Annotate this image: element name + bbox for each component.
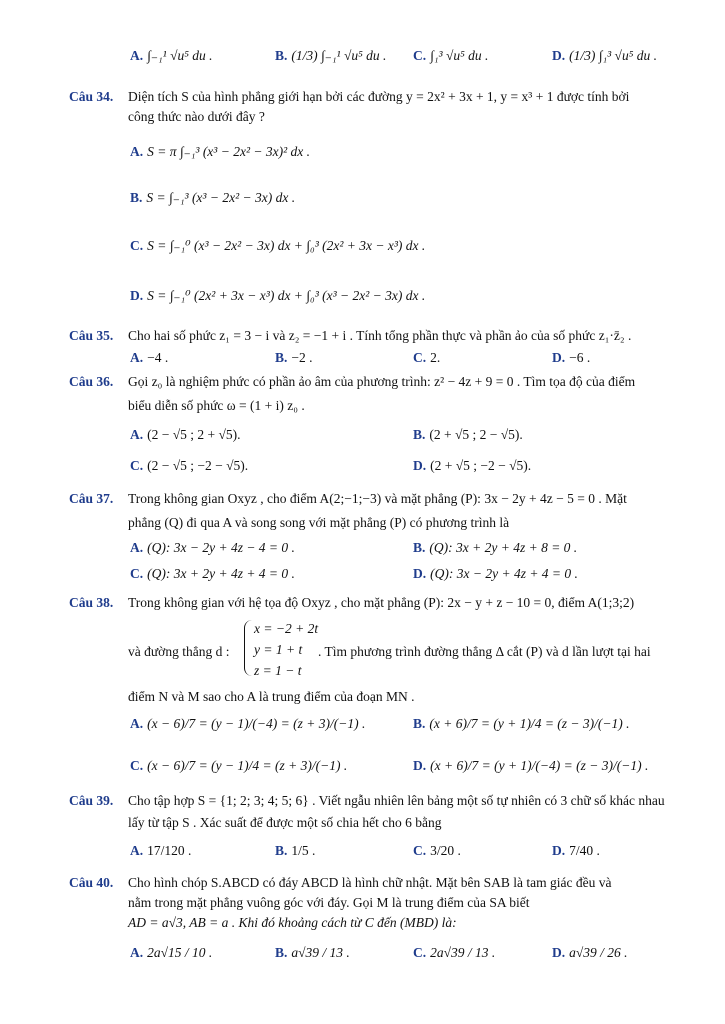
option-c: C. 2a√39 / 13 . (413, 945, 496, 960)
question-stem: AD = a√3, AB = a . Khi đó khoảng cách từ C đến (MBD) là: (128, 915, 457, 930)
param-z: z = 1 − t (254, 663, 302, 678)
prev-option-d: D. (1/3) ∫₁³ √u⁵ du . (552, 48, 658, 63)
question-stem: công thức nào dưới đây ? (128, 109, 265, 124)
option-b: B. a√39 / 13 . (275, 945, 350, 960)
question-stem: lấy từ tập S . Xác suất để được một số chia hết cho 6 bằng (128, 815, 442, 830)
question-stem: điểm N và M sao cho A là trung điểm của đoạn MN . (128, 689, 415, 704)
option-c: C. S = ∫₋₁⁰ (x³ − 2x² − 3x) dx + ∫₀³ (2x² + 3x − x³) dx . (130, 238, 426, 253)
option-d: D. a√39 / 26 . (552, 945, 628, 960)
option-a: A. (Q): 3x − 2y + 4z − 4 = 0 . (130, 540, 295, 555)
option-a: A. (2 − √5 ; 2 + √5). (130, 427, 241, 442)
option-c: C. (Q): 3x + 2y + 4z + 4 = 0 . (130, 566, 295, 581)
question-number: Câu 34. (69, 89, 114, 104)
question-stem: Gọi z₀ là nghiệm phức có phần ảo âm của phương trình: z² − 4z + 9 = 0 . Tìm tọa độ của điểm (128, 374, 636, 389)
option-a: A. (x − 6)/7 = (y − 1)/(−4) = (z + 3)/(−1) . (130, 716, 366, 731)
question-stem: . Tìm phương trình đường thẳng Δ cắt (P) và d lần lượt tại hai (318, 644, 651, 659)
question-stem: Cho hai số phức z₁ = 3 − i và z₂ = −1 + i . Tính tổng phần thực và phần ảo của số phức z₁·z̄₂ . (128, 328, 632, 343)
question-number: Câu 39. (69, 793, 114, 808)
option-d: D. S = ∫₋₁⁰ (2x² + 3x − x³) dx + ∫₀³ (x³ − 2x² − 3x) dx . (130, 288, 426, 303)
option-b: B. S = ∫₋₁³ (x³ − 2x² − 3x) dx . (130, 190, 296, 205)
question-stem: Trong không gian Oxyz , cho điểm A(2;−1;−3) và mặt phẳng (P): 3x − 2y + 4z − 5 = 0 . Mặt (128, 491, 627, 506)
option-a: A. −4 . (130, 350, 169, 365)
question-stem: Trong không gian với hệ tọa độ Oxyz , cho mặt phẳng (P): 2x − y + z − 10 = 0, điểm A(1;3;2) (128, 595, 635, 610)
question-stem: phẳng (Q) đi qua A và song song với mặt phẳng (P) có phương trình là (128, 515, 510, 530)
question-stem: Cho hình chóp S.ABCD có đáy ABCD là hình chữ nhật. Mặt bên SAB là tam giác đều và (128, 875, 612, 890)
param-x: x = −2 + 2t (254, 621, 319, 636)
question-stem: Cho tập hợp S = {1; 2; 3; 4; 5; 6} . Viết ngẫu nhiên lên bảng một số tự nhiên có 3 chữ số khác nhau (128, 793, 665, 808)
question-number: Câu 35. (69, 328, 114, 343)
option-b: B. (2 + √5 ; 2 − √5). (413, 427, 523, 442)
param-y: y = 1 + t (254, 642, 303, 657)
option-b: B. −2 . (275, 350, 313, 365)
option-d: D. (2 + √5 ; −2 − √5). (413, 458, 532, 473)
question-number: Câu 38. (69, 595, 114, 610)
option-c: C. 2. (413, 350, 441, 365)
prev-option-c: C. ∫₁³ √u⁵ du . (413, 48, 489, 63)
option-a: A. 17/120 . (130, 843, 192, 858)
question-number: Câu 37. (69, 491, 114, 506)
question-number: Câu 40. (69, 875, 114, 890)
option-d: D. 7/40 . (552, 843, 600, 858)
option-a: A. S = π ∫₋₁³ (x³ − 2x² − 3x)² dx . (130, 144, 311, 159)
option-c: C. (2 − √5 ; −2 − √5). (130, 458, 249, 473)
question-stem: biểu diễn số phức ω = (1 + i) z₀ . (128, 398, 305, 413)
option-d: D. (Q): 3x − 2y + 4z + 4 = 0 . (413, 566, 578, 581)
option-c: C. (x − 6)/7 = (y − 1)/4 = (z + 3)/(−1) . (130, 758, 348, 773)
question-stem: Diện tích S của hình phẳng giới hạn bởi các đường y = 2x² + 3x + 1, y = x³ + 1 được tính bởi (128, 89, 630, 104)
option-c: C. 3/20 . (413, 843, 461, 858)
option-d: D. −6 . (552, 350, 591, 365)
prev-option-b: B. (1/3) ∫₋₁¹ √u⁵ du . (275, 48, 387, 63)
option-a: A. 2a√15 / 10 . (130, 945, 213, 960)
prev-option-a: A. ∫₋₁¹ √u⁵ du . (130, 48, 213, 63)
question-stem: nằm trong mặt phẳng vuông góc với đáy. Gọi M là trung điểm của SA biết (128, 895, 530, 910)
option-b: B. 1/5 . (275, 843, 316, 858)
question-number: Câu 36. (69, 374, 114, 389)
option-d: D. (x + 6)/7 = (y + 1)/(−4) = (z − 3)/(−1) . (413, 758, 649, 773)
option-b: B. (Q): 3x + 2y + 4z + 8 = 0 . (413, 540, 578, 555)
option-b: B. (x + 6)/7 = (y + 1)/4 = (z − 3)/(−1) . (413, 716, 630, 731)
system-brace (244, 620, 253, 676)
line-d-intro: và đường thẳng d : (128, 644, 230, 659)
